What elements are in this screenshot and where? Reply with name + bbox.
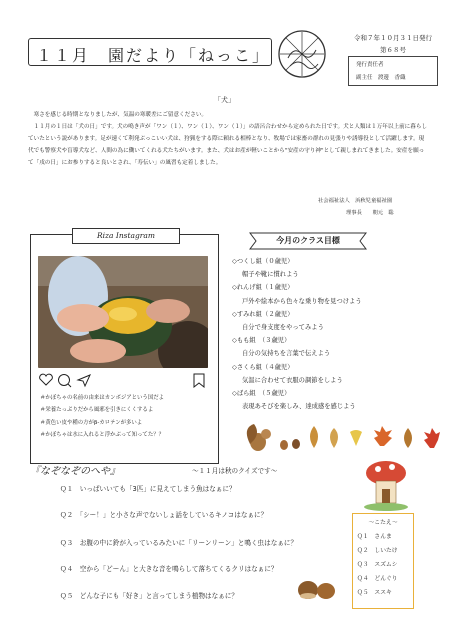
goals-title: 今月のクラス目標	[276, 236, 340, 245]
quiz-question: Ｑ５ どんな子にも「好き」と言ってしまう植物はなぁに？	[60, 592, 239, 600]
quiz-question: Ｑ４ 空から「どーん」と大きな音を鳴らして落ちてくるクリはなぁに？	[60, 565, 278, 573]
publisher-label: 発行責任者	[356, 62, 384, 68]
class-goal: 表現あそびを楽しみ、達成感を感じよう	[242, 403, 356, 411]
hashtag: ＃栄養たっぷりだから風邪を引きにくくするよ	[40, 407, 154, 414]
class-goal: 帽子や靴に慣れよう	[242, 271, 299, 279]
class-goal: 自分で身支度をやってみよう	[242, 324, 324, 332]
issue-number: 第６８号	[380, 46, 406, 54]
acorn-icon	[292, 439, 300, 449]
hashtag: ＃黄色い皮や種の方がβ-カロテンが多いよ	[40, 419, 143, 426]
leaf-icon	[404, 428, 412, 448]
quiz-title: 『なぞなぞのへや』	[30, 466, 120, 477]
class-goals	[232, 255, 444, 413]
instagram-icon-bar	[38, 372, 208, 388]
signature-org: 社会福祉法人 浜秋児童福祉園	[318, 198, 393, 204]
answer-item: Ｑ５ ススキ	[357, 590, 392, 596]
class-name: ◇ばら組 （５歳児）	[232, 390, 291, 398]
answer-item: Ｑ３ スズムシ	[357, 562, 398, 568]
quiz-question: Ｑ２ 「シー！」と小さな声でないしょ話をしているキノコはなぁに？	[60, 511, 268, 519]
nekko-logo	[276, 28, 328, 80]
hashtag-list	[40, 392, 216, 442]
bookmark-icon	[194, 374, 204, 387]
answer-item: Ｑ２ しいたけ	[357, 548, 398, 554]
comment-icon	[59, 375, 70, 386]
class-name: ◇さくら組（４歳児）	[232, 363, 294, 371]
class-name: ◇れんげ組（１歳児）	[232, 284, 294, 292]
answer-item: Ｑ１ さんま	[357, 534, 392, 540]
autumn-illustration	[244, 418, 440, 454]
instagram-tag: Riza Instagram	[72, 228, 180, 244]
quiz-question: Ｑ３ お腹の中に鈴が入っているみたいに「リーンリーン」と鳴く虫はなぁに？	[60, 539, 298, 547]
pumpkin-photo	[38, 256, 208, 368]
publisher-name: 副主任 渡邊 香織	[356, 75, 406, 81]
answer-title: ～こたえ～	[368, 520, 398, 526]
hashtag: ＃かぼちゃは水に入れると浮かぶって知ってた？？	[40, 432, 164, 439]
class-name: ◇すみれ組（２歳児）	[232, 310, 294, 318]
quiz-question: Ｑ１ いっぱいいても「3匹」に見えてしまう魚はなぁに？	[60, 485, 236, 493]
ginkgo-leaf-icon	[350, 430, 362, 446]
class-name: ◇つくし組（０歳児）	[232, 258, 294, 265]
leaf-icon	[330, 428, 338, 448]
squirrel-icon	[247, 424, 271, 451]
hashtag: ＃かぼちゃの名前の由来はカンボジアという国だよ	[40, 395, 164, 401]
class-goal: 戸外や絵本から色々な乗り物を見つけよう	[242, 297, 362, 305]
acorn-icon	[280, 440, 288, 450]
issue-date: 令和７年１０月３１日発行	[354, 34, 432, 42]
heart-icon	[40, 374, 53, 385]
mushroom-house-illustration	[362, 455, 410, 511]
signature-name: 理事長 朝元 聡	[346, 210, 394, 216]
class-name: ◇もも組 （３歳児）	[232, 337, 291, 345]
answer-item: Ｑ４ どんぐり	[357, 576, 398, 582]
essay-paragraph: １１月の１日は「犬の日」です。犬の鳴き声が「ワン（１）、ワン（１）、ワン（１）」の語呂合わせから定められた日です。犬と人類は１万年以上前に暮らしていたという説があります。足が速くて利発ぶっこいい犬は、狩猟をする際に頼れる相棒となり、牧場では家畜の群れの見張りや誘導役として活躍します。現代でも警察犬や盲導犬など、人間の為に働いてくれる犬たちがいます。また、犬はお産が軽いことから"安産の守り神"として親しまれてきました。安産を願って「戌の日」にお参りすると良いとされ、「寿伝い」の風習も定着しました。	[28, 124, 428, 166]
quiz-subtitle: ～１１月は秋のクイズです～	[192, 467, 278, 475]
maple-leaf-icon	[424, 428, 440, 448]
chestnut-illustration	[296, 575, 336, 601]
essay-body	[28, 109, 428, 169]
maple-leaf-icon	[374, 426, 392, 446]
send-icon	[78, 375, 90, 386]
leaf-icon	[310, 426, 318, 448]
class-goal: 気温に合わせて衣服の調節をしよう	[242, 376, 343, 384]
class-goal: 自分の気持ちを言葉で伝えよう	[242, 350, 331, 358]
essay-paragraph: 寒さを感じる時期となりましたが、気温の寒暖差にご留意ください。	[33, 112, 208, 118]
newsletter-title: １１月 園だより「ねっこ」	[36, 46, 271, 65]
essay-title: 「犬」	[214, 96, 235, 104]
